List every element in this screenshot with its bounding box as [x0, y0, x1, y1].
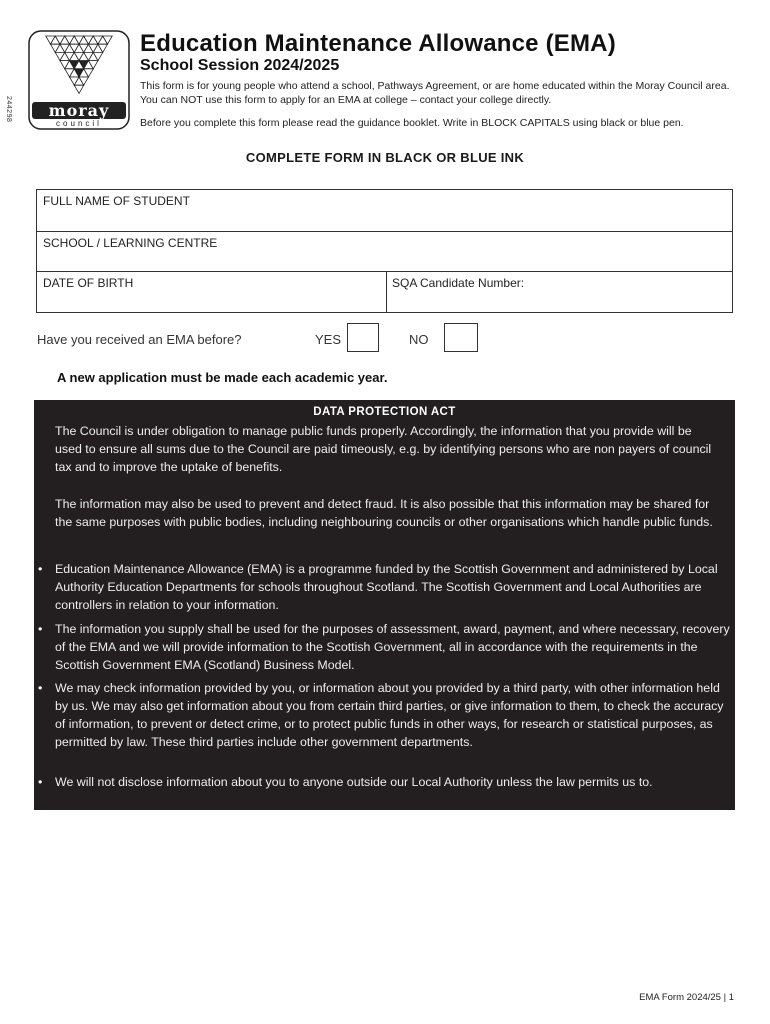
complete-form-heading: COMPLETE FORM IN BLACK OR BLUE INK: [245, 150, 525, 165]
new-application-note: A new application must be made each academic year.: [57, 370, 388, 385]
dob-label: DATE OF BIRTH: [43, 276, 134, 290]
data-protection-bullet: • We may check information provided by you, or information about you provided by a third party, with other information held by us. We may also get information about you from certain third parties, or give information to them, to check the accuracy of information, to prevent or detect crime, or to protect public funds in other ways, for research or statistical purposes, as permitted by law. These third parties include other government departments.: [55, 679, 735, 751]
instructions-text: Before you complete this form please read the guidance booklet. Write in BLOCK CAPITALS using black or blue pen.: [140, 117, 684, 129]
data-protection-title: DATA PROTECTION ACT: [313, 406, 456, 418]
form-code: 244298: [5, 96, 12, 123]
data-protection-bullet: • Education Maintenance Allowance (EMA) is a programme funded by the Scottish Government and administered by Local Authority Education Departments for schools throughout Scotland. The Scottish Government and Local Authorities are controllers in relation to your information.: [55, 560, 735, 614]
no-checkbox[interactable]: [444, 323, 478, 352]
page-subtitle: School Session 2024/2025: [140, 57, 340, 74]
sqa-candidate-label: SQA Candidate Number:: [392, 276, 525, 290]
no-label: NO: [409, 332, 429, 347]
svg-text:moray: moray: [48, 101, 110, 120]
moray-council-logo: [28, 30, 130, 130]
data-protection-paragraph: The Council is under obligation to manage public funds properly. Accordingly, the information that you provide will be used to ensure all sums due to the Council are paid timeously, e.g. by identifying persons who are non payers of council tax and to improve the uptake of benefits.: [55, 424, 712, 474]
yes-checkbox[interactable]: [347, 323, 379, 352]
intro-text: This form is for young people who attend a school, Pathways Agreement, or are home educated within the Moray Council area. You can NOT use this form to apply for an EMA at college – contact your college directly.: [140, 80, 730, 106]
data-protection-paragraph: The information may also be used to prevent and detect fraud. It is also possible that this information may be shared for the same purposes with public bodies, including neighbouring councils or other organisations which handle public funds.: [55, 497, 713, 529]
ema-before-question: Have you received an EMA before?: [37, 332, 242, 347]
dob-row: [37, 272, 732, 313]
school-label: SCHOOL / LEARNING CENTRE: [43, 236, 218, 250]
page-title: Education Maintenance Allowance (EMA): [140, 30, 616, 57]
data-protection-bullet: • We will not disclose information about you to anyone outside our Local Authority unless the law permits us to.: [55, 773, 735, 791]
page-footer: EMA Form 2024/25 | 1: [639, 992, 734, 1003]
full-name-field[interactable]: [37, 190, 732, 232]
svg-text:council: council: [56, 119, 102, 128]
data-protection-panel: [34, 400, 735, 810]
school-field[interactable]: [37, 232, 732, 272]
student-details-table: [36, 189, 733, 313]
data-protection-bullet: • The information you supply shall be used for the purposes of assessment, award, payment, and where necessary, recovery of the EMA and we will provide information to the Scottish Government, all in accordance with the requirements in the Scottish Government EMA (Scotland) Business Model.: [55, 620, 735, 674]
yes-label: YES: [315, 332, 342, 347]
full-name-label: FULL NAME OF STUDENT: [43, 194, 190, 208]
dob-divider: [386, 272, 387, 313]
